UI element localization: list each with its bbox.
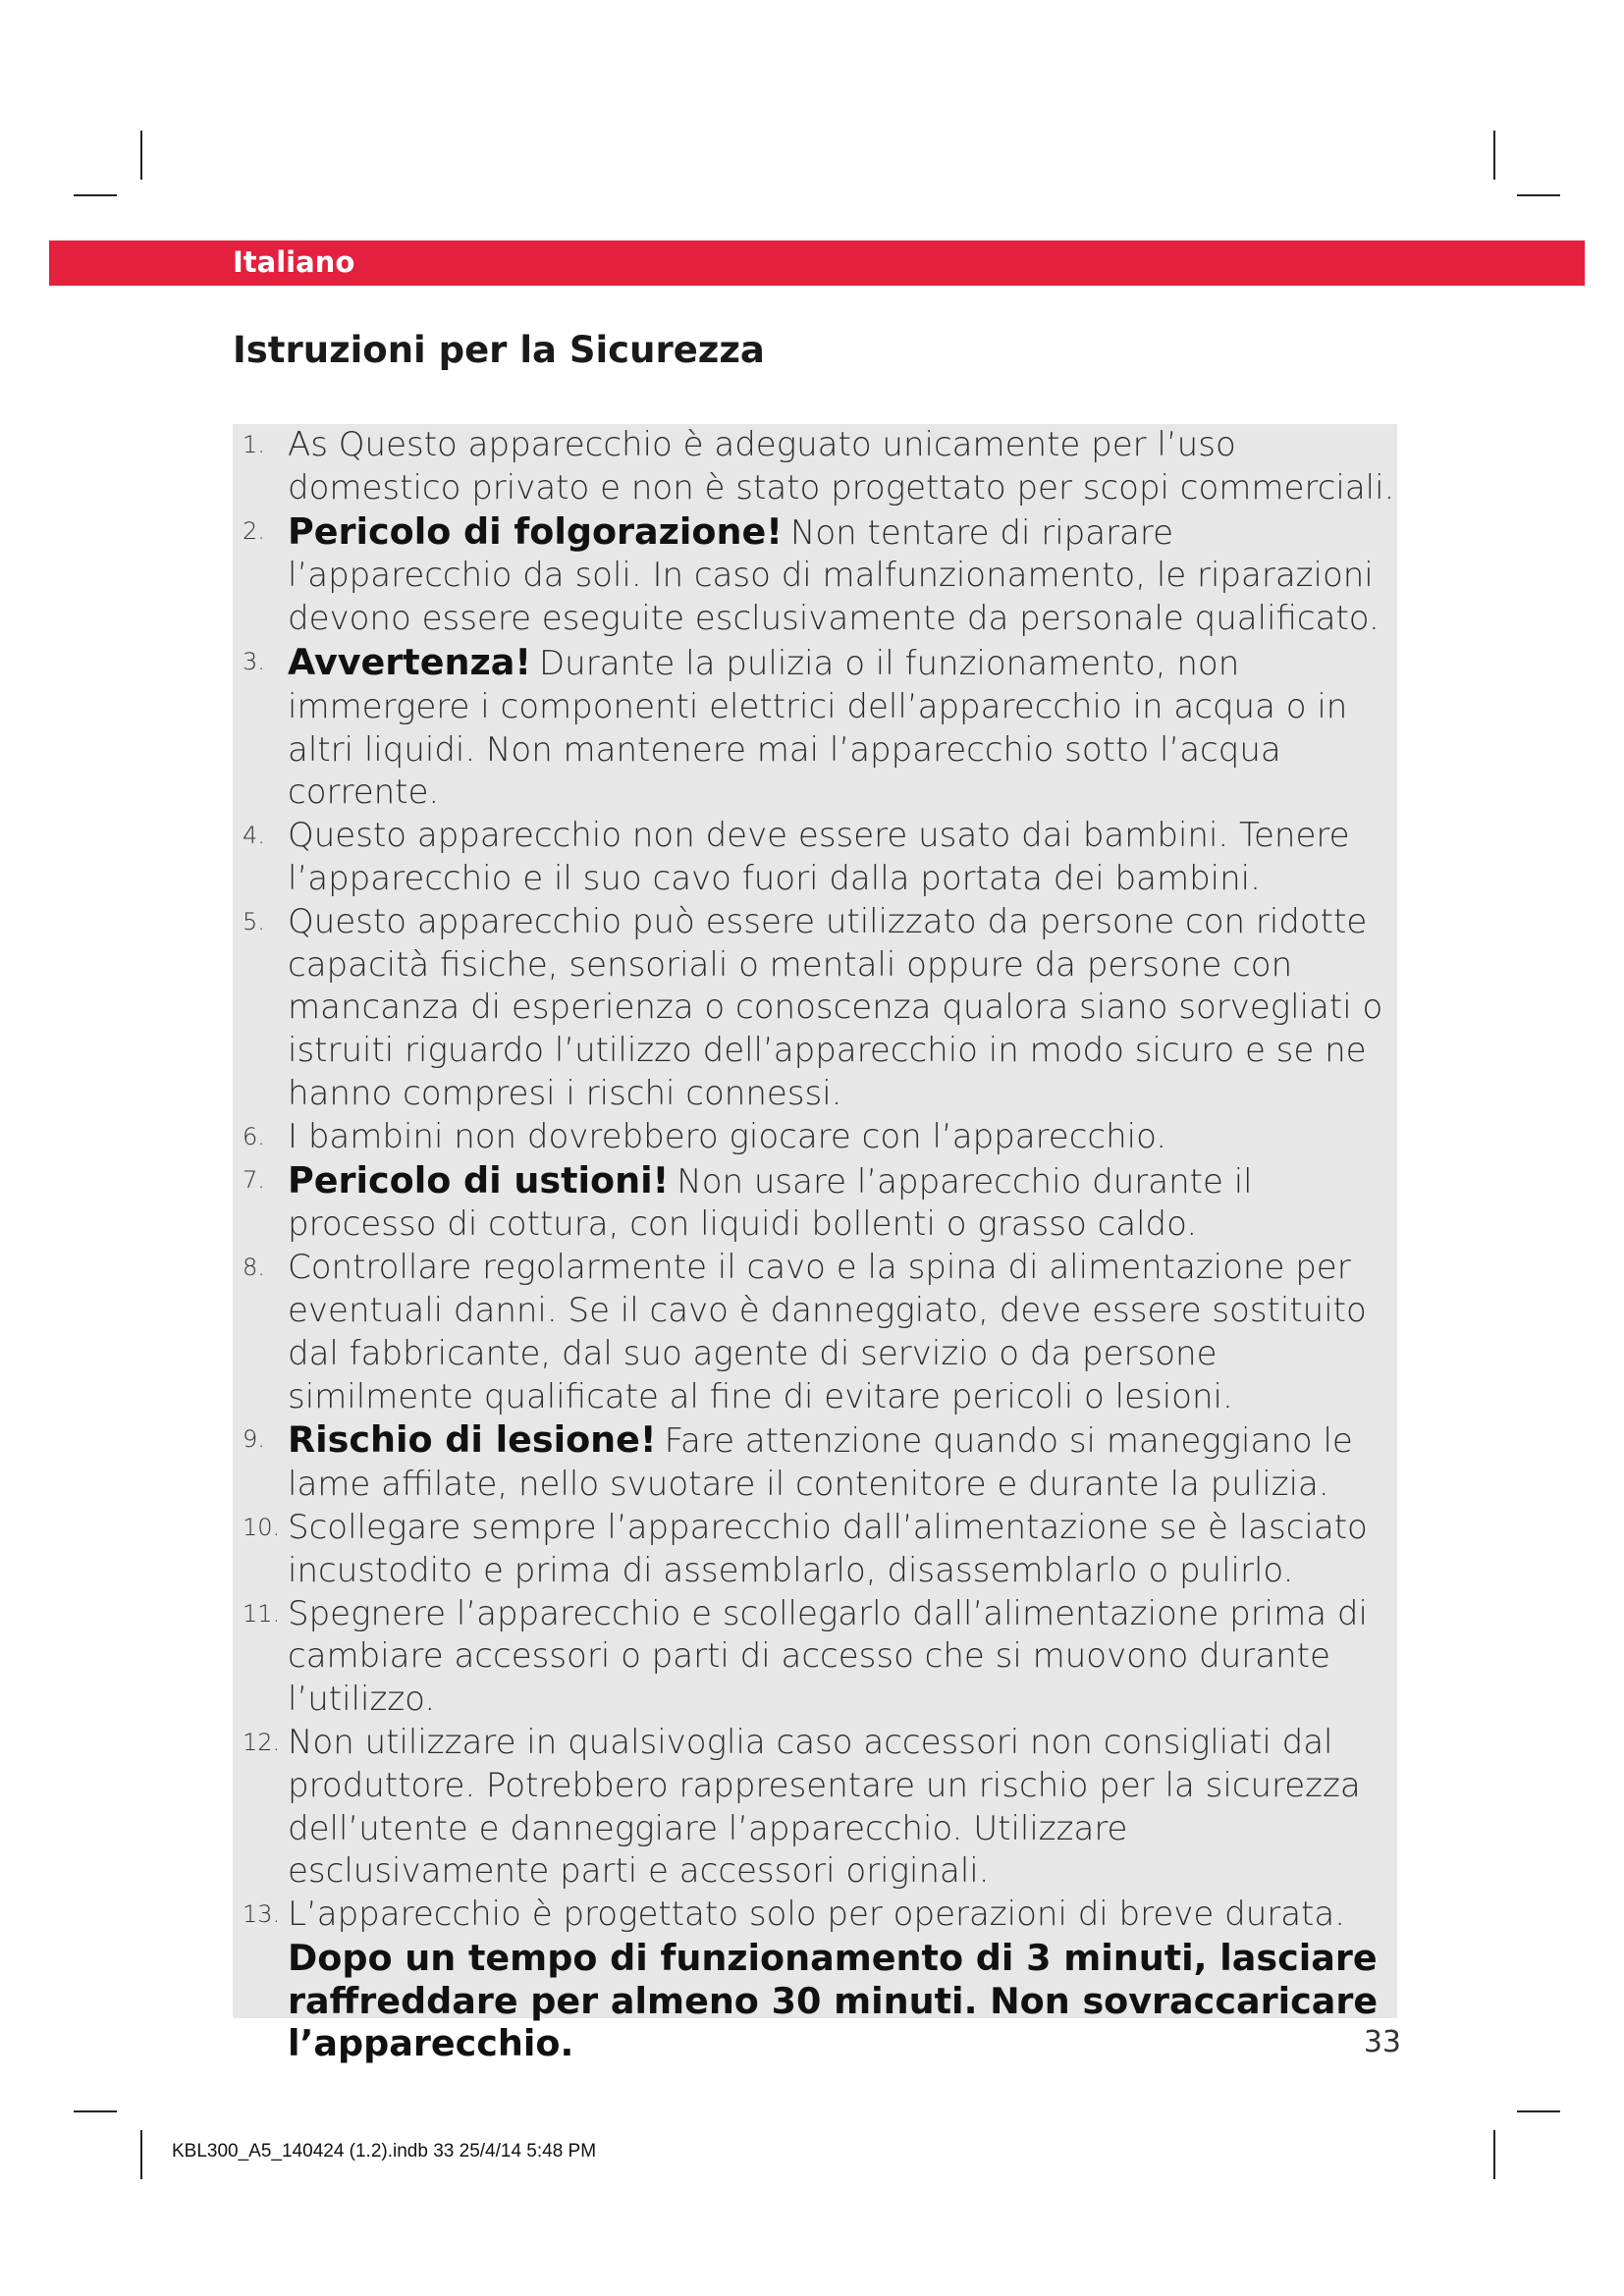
crop-mark — [1517, 194, 1560, 196]
item-number: 7. — [243, 1165, 265, 1194]
safety-item — [243, 1593, 1397, 1722]
item-number: 12. — [243, 1728, 281, 1756]
safety-item — [243, 815, 1397, 901]
item-number: 5. — [243, 907, 265, 935]
safety-item — [243, 1722, 1397, 1894]
safety-item — [243, 901, 1397, 1116]
item-text: Questo apparecchio può essere utilizzato da persone con ridotte capacità fisiche, sensoriali o mentali oppure da persone con mancanza di esperienza o conoscenza qualora siano sorvegliati o istruiti riguardo l’utilizzo dell’apparecchio in modo sicuro e se ne hanno compresi i rischi connessi. — [288, 901, 1383, 1113]
item-text: Non tentare di riparare l’apparecchio da soli. In caso di malfunzionamento, le riparazioni devono essere eseguite esclusivamente da personale qualificato. — [288, 512, 1380, 639]
item-number: 13. — [243, 1900, 281, 1929]
crop-mark — [1493, 2130, 1495, 2179]
item-text: Non utilizzare in qualsivoglia caso accessori non consigliati dal produttore. Potrebbero rappresentare un rischio per la sicurezza dell’utente e danneggiare l’apparecchio. Utilizzare esclusivamente parti e accessori originali. — [288, 1722, 1361, 1892]
crop-mark — [74, 2110, 117, 2112]
crop-mark — [1493, 131, 1495, 180]
item-text: Fare attenzione quando si maneggiano le lame affilate, nello svuotare il contenitore e durante la pulizia. — [288, 1421, 1353, 1505]
item-number: 10. — [243, 1513, 281, 1541]
crop-mark — [140, 131, 142, 180]
item-text: Scollegare sempre l’apparecchio dall’alimentazione se è lasciato incustodito e prima di assemblarlo, disassemblarlo o pulirlo. — [288, 1507, 1368, 1590]
item-number: 3. — [243, 647, 265, 675]
language-label: Italiano — [233, 245, 355, 279]
safety-item — [243, 1247, 1397, 1418]
safety-item — [243, 641, 1397, 815]
crop-mark — [1517, 2110, 1560, 2112]
language-header-bar — [49, 240, 1585, 286]
item-text: Spegnere l’apparecchio e scollegarlo dall’alimentazione prima di cambiare accessori o parti di accesso che si muovono durante l’utilizzo. — [288, 1593, 1368, 1720]
item-text: I bambini non dovrebbero giocare con l’apparecchio. — [288, 1116, 1167, 1156]
page-number: 33 — [1363, 2025, 1401, 2059]
safety-item — [243, 1159, 1397, 1248]
item-text: As Questo apparecchio è adeguato unicamente per l’uso domestico privato e non è stato progettato per scopi commerciali. — [288, 425, 1395, 507]
safety-instructions-list — [243, 424, 1397, 2065]
section-title: Istruzioni per la Sicurezza — [233, 329, 765, 371]
warning-label: Pericolo di ustioni! — [288, 1158, 670, 1201]
crop-mark — [140, 2130, 142, 2179]
warning-label: Rischio di lesione! — [288, 1418, 657, 1462]
item-number: 8. — [243, 1254, 265, 1282]
item-number: 4. — [243, 822, 265, 850]
item-text: Questo apparecchio non deve essere usato dai bambini. Tenere l’apparecchio e il suo cavo fuori dalla portata dei bambini. — [288, 816, 1350, 898]
warning-label: Avvertenza! — [288, 640, 531, 683]
warning-label: Pericolo di folgorazione! — [288, 509, 783, 553]
item-number: 11. — [243, 1599, 281, 1628]
emphasis-text: Dopo un tempo di funzionamento di 3 minuti, lasciare raffreddare per almeno 30 minuti. Non sovraccaricare l’apparecchio. — [288, 1936, 1379, 2065]
safety-item — [243, 424, 1397, 510]
item-number: 2. — [243, 516, 265, 545]
item-number: 9. — [243, 1425, 265, 1454]
crop-mark — [74, 194, 117, 196]
safety-item — [243, 1418, 1397, 1507]
item-number: 1. — [243, 431, 265, 458]
safety-item — [243, 1507, 1397, 1593]
print-slug: KBL300_A5_140424 (1.2).indb 33 25/4/14 5:48 PM — [172, 2141, 597, 2162]
item-text: Durante la pulizia o il funzionamento, non immergere i componenti elettrici dell’apparecchio in acqua o in altri liquidi. Non mantenere mai l’apparecchio sotto l’acqua corrente. — [288, 643, 1348, 813]
safety-item — [243, 510, 1397, 641]
safety-item — [243, 1116, 1397, 1159]
safety-item — [243, 1894, 1397, 2065]
item-text: Controllare regolarmente il cavo e la spina di alimentazione per eventuali danni. Se il cavo è danneggiato, deve essere sostituito dal fabbricante, dal suo agente di servizio o da persone similmente qualificate al fine di evitare pericoli o lesioni. — [288, 1248, 1367, 1416]
item-number: 6. — [243, 1122, 265, 1150]
item-text: L’apparecchio è progettato solo per operazioni di breve durata. — [288, 1895, 1346, 1935]
item-text: Non usare l’apparecchio durante il processo di cottura, con liquidi bollenti o grasso caldo. — [288, 1161, 1253, 1245]
